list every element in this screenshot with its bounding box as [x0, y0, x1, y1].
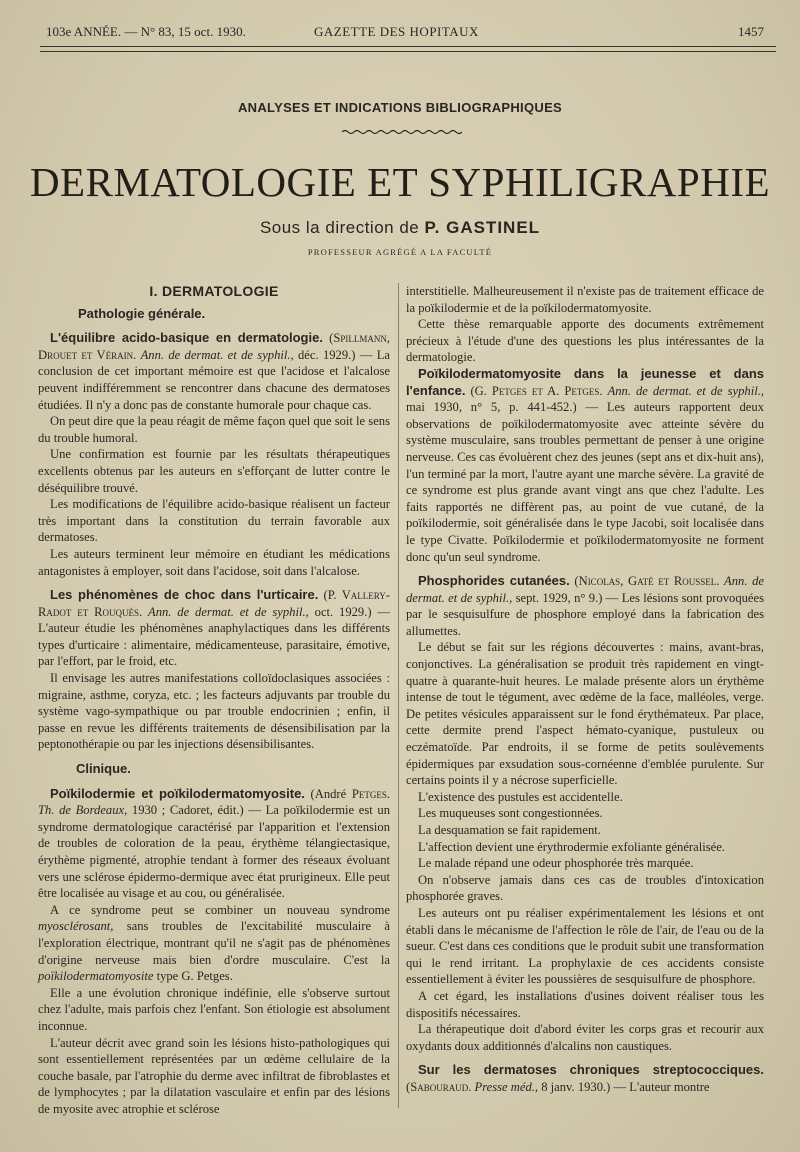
article-date: mai 1930, n° 5, p. 441-452.) — [406, 400, 577, 415]
main-title: DERMATOLOGIE ET SYPHILIGRAPHIE — [29, 159, 771, 205]
article-poikilodermie — [38, 786, 390, 1118]
issue-info: 103e ANNÉE. — N° 83, 15 oct. 1930. — [46, 24, 246, 39]
continued-paragraph: interstitielle. Malheureusement il n'existe pas de traitement efficace de la poïkilodermie et de la poïkilodermatomyosite. — [406, 284, 764, 315]
citation-open: (P. — [323, 588, 337, 603]
article-journal: Ann. de dermat. et de syphil., — [406, 574, 764, 605]
right-column — [406, 283, 764, 1096]
article-date: sept. 1929, n° 9.) — [515, 590, 603, 605]
section-heading: I. DERMATOLOGIE — [149, 283, 279, 299]
article-paragraph: Le début se fait sur les régions découvertes : mains, avant-bras, conjonctives. La généralisation se produit très rapidement en vingt-quatre à quarante-huit heures. Le malade présente alors un érythème intense de tout le tégument, avec œdème de la face, malléoles, verge. De petites vésicules apparaissent sur le fond érythémateux. Par place, cette dermite prend l'aspect hémato-cyanique, pustuleux ou eczématoïde. Par endroits, il se forme de petits soulèvements épidermiques par exsudation sous-cornéenne d'emblée purulente. Sur certains points il y a nécrose superficielle. — [406, 640, 764, 788]
column-divider — [398, 283, 399, 1108]
article-paragraph: Les auteurs terminent leur mémoire en étudiant les médications antagonistes à employer, soit dans l'acidose, soit dans l'alcalose. — [38, 546, 390, 578]
article-authors: Petges. — [351, 786, 390, 801]
article-authors: Vallery-Radot et Rouquès. — [38, 588, 390, 619]
continued-paragraph: Cette thèse remarquable apporte des documents extrêmement précieux à l'étude d'une des questions les plus intéressantes de la dermatologie. — [406, 317, 764, 365]
article-authors: Spillmann, Drouet et Vérain. — [38, 331, 390, 362]
direction-line — [0, 218, 800, 238]
header-rule-top — [40, 46, 776, 47]
director-name: P. GASTINEL — [424, 218, 541, 237]
paragraph-text: type G. Petges. — [156, 969, 233, 984]
article-paragraph: — L'auteur montre — [613, 1079, 710, 1094]
article-date: oct. 1929.) — [314, 604, 372, 619]
article-paragraph: La desquamation se fait rapidement. — [418, 823, 601, 837]
professor-line: PROFESSEUR AGRÉGÉ A LA FACULTÉ — [307, 247, 493, 257]
article-date: 8 janv. 1930.) — [541, 1079, 611, 1094]
article-paragraph: — Les lésions sont provoquées par le sesquisulfure de phosphore employé dans la fabrication des allumettes. — [406, 590, 764, 638]
paragraph-text: sans troubles de l'excitabilité musculaire à l'exploration électrique, montrant qu'il ne s'agit pas de phénomènes d'origine nerveuse mais bien d'ordre musculaire. C'est la — [38, 919, 390, 967]
article-paragraph: A cet égard, les installations d'usines doivent réaliser tous les dispositifs nécessaires. — [406, 988, 764, 1020]
emphasis-text: myosclérosant, — [38, 919, 114, 934]
left-column — [38, 283, 390, 1118]
article-journal: Ann. de dermat. et de syphil., — [140, 347, 294, 362]
article-journal: Ann. de dermat. et de syphil., — [607, 383, 765, 398]
citation-open: (André — [310, 786, 347, 801]
running-header — [46, 22, 764, 42]
direction-prefix: Sous la direction de — [259, 218, 420, 237]
article-paragraph: Il envisage les autres manifestations colloïdoclasiques associées : migraine, asthme, coryza, etc. ; les facteurs adjuvants par trouble du système vago-sympathique ou par trouble endocrinien ; enfin, il passe en revue les différents traitements de désensibilisation par la peptonothérapie ou par les injections désensibilisantes. — [38, 671, 390, 752]
article-journal: Ann. de dermat. et de syphil., — [148, 604, 309, 619]
article-title: Sur les dermatoses chroniques streptococciques. — [418, 1062, 764, 1078]
subheading-general-pathology: Pathologie générale. — [78, 305, 206, 321]
article-jeunesse — [406, 366, 764, 565]
article-date: 1930 ; Cadoret, édit.) — [131, 803, 244, 818]
decorative-wave-rule — [342, 129, 462, 135]
article-journal: Th. de Bordeaux, — [38, 803, 128, 818]
article-paragraph: L'affection devient une érythrodermie exfoliante généralisée. — [418, 839, 725, 854]
citation-open: ( — [574, 574, 579, 589]
article-paragraph: Les auteurs ont pu réaliser expérimentalement les lésions et ont établi dans le mécanisme de l'affection le rôle de l'air, de l'eau ou de la sueur. C'est dans ces conditions que le produit subit une transformation qui le rend irritant. La prophylaxie de ces accidents consiste essentiellement à éviter les poussières de sesquisulfure de phosphore. — [406, 905, 764, 987]
subheading-clinique: Clinique. — [76, 761, 131, 777]
article-paragraph: Les modifications de l'équilibre acido-basique réalisent un facteur très important dans la constitution du terrain favorable aux dermatoses. — [38, 497, 390, 545]
article-paragraph: Elle a une évolution chronique indéfinie, elle s'observe surtout chez l'adulte, mais parfois chez l'enfant. Son étiologie est absolument inconnue. — [38, 985, 390, 1033]
paragraph-text: A ce syndrome peut se combiner un nouveau syndrome — [50, 902, 390, 917]
section-title: ANALYSES ET INDICATIONS BIBLIOGRAPHIQUES — [237, 100, 563, 115]
article-title: Poïkilodermie et poïkilodermatomyosite. — [50, 785, 305, 801]
article-title: Les phénomènes de choc dans l'urticaire. — [50, 587, 319, 603]
article-authors: Petges et A. Petges. — [491, 383, 603, 398]
citation-open: ( — [329, 331, 334, 346]
article-paragraph: Une confirmation est fournie par les résultats thérapeutiques excellents obtenus par les auteurs en s'efforçant de lutter contre le déséquilibre trouvé. — [38, 447, 390, 495]
article-title: Phosphorides cutanées. — [418, 573, 570, 589]
article-streptococciques — [406, 1062, 764, 1095]
article-authors: Sabouraud. — [410, 1079, 472, 1094]
page-number: 1457 — [738, 24, 764, 39]
article-paragraph: — La poïkilodermie est un syndrome dermatologique caractérisé par l'apparition et l'extension de troubles de coloration de la peau, érythème télangiectasique, érythème pigmenté, atrophie tendant à former des réseaux évoluant vers une sclérose épidermo-dermique avec état prurigineux. Elle peut être localisée au visage et au cou, ou généralisée. — [38, 803, 390, 901]
article-paragraph: — Les auteurs rapportent deux observations de poïkilodermatomyosite avec atteinte sévère du système musculaire, sans troubles permettant de penser à une origine nerveuse. Ces cas évoluèrent chez des jeunes (sept ans et dix-huit ans), l'un terminé par la mort, l'autre ayant une marche sévère. La gravité de ce syndrome est plus grande avant vingt ans que chez l'adulte. Les faits rapportés ne diffèrent pas, au point de vue cutané, de la poïkilodermie, soit généralisée dans le type Jacobi, soit localisée dans le type Civatte. Poïkilodermie et poïkilodermatomyosite ne forment donc qu'un seul syndrome. — [406, 400, 764, 564]
article-phosphorides — [406, 573, 764, 1054]
article-paragraph: — La conclusion de cet important mémoire est que l'acidose et l'alcalose peuvent indifféremment se rencontrer dans chacune des dermatoses étudiées. Il n'y a donc pas de constante humorale pour chaque cas. — [38, 347, 391, 412]
article-date: déc. 1929.) — [298, 347, 356, 362]
citation-open: ( — [406, 1079, 411, 1094]
citation-open: (G. — [470, 383, 487, 398]
article-paragraph: L'existence des pustules est accidentelle. — [418, 789, 623, 804]
article-acid-base — [38, 330, 390, 579]
article-authors: Nicolas, Gaté et Roussel. — [578, 574, 720, 589]
article-paragraph: Le malade répand une odeur phosphorée très marquée. — [418, 856, 694, 871]
article-paragraph: La thérapeutique doit d'abord éviter les corps gras et recourir aux oxydants doux additionnés d'alcalins non caustiques. — [406, 1022, 764, 1053]
header-rule-bottom — [40, 51, 776, 52]
article-journal: Presse méd., — [474, 1079, 539, 1094]
article-paragraph: On n'observe jamais dans ces cas de troubles d'intoxication phosphorée graves. — [406, 872, 764, 904]
article-urticaria — [38, 587, 390, 753]
article-paragraph: — L'auteur étudie les phénomènes anaphylactiques dans les différents types d'urticaire : alimentaire, médicamenteuse, parasitaire, émotive, par l'effort, par le froid, etc. — [38, 604, 391, 669]
emphasis-text: poïkilodermatomyosite — [38, 969, 154, 984]
article-title: Poïkilodermatomyosite dans la jeunesse et dans l'enfance. — [406, 365, 764, 398]
article-paragraph: On peut dire que la peau réagit de même façon quel que soit le sens du trouble humoral. — [38, 414, 390, 445]
article-title: L'équilibre acido-basique en dermatologie. — [50, 330, 323, 346]
journal-name: GAZETTE DES HOPITAUX — [314, 24, 479, 39]
article-paragraph: L'auteur décrit avec grand soin les lésions histo-pathologiques qui sont essentiellement représentées par un œdème cellulaire de la couche basale, par l'atrophie du derme avec infiltrat de fibroblastes et de lymphocytes ; par la dilatation vasculaire et enfin par des lésions de myosite avec atrophie et sclérose — [38, 1035, 390, 1116]
article-paragraph: Les muqueuses sont congestionnées. — [418, 806, 603, 821]
